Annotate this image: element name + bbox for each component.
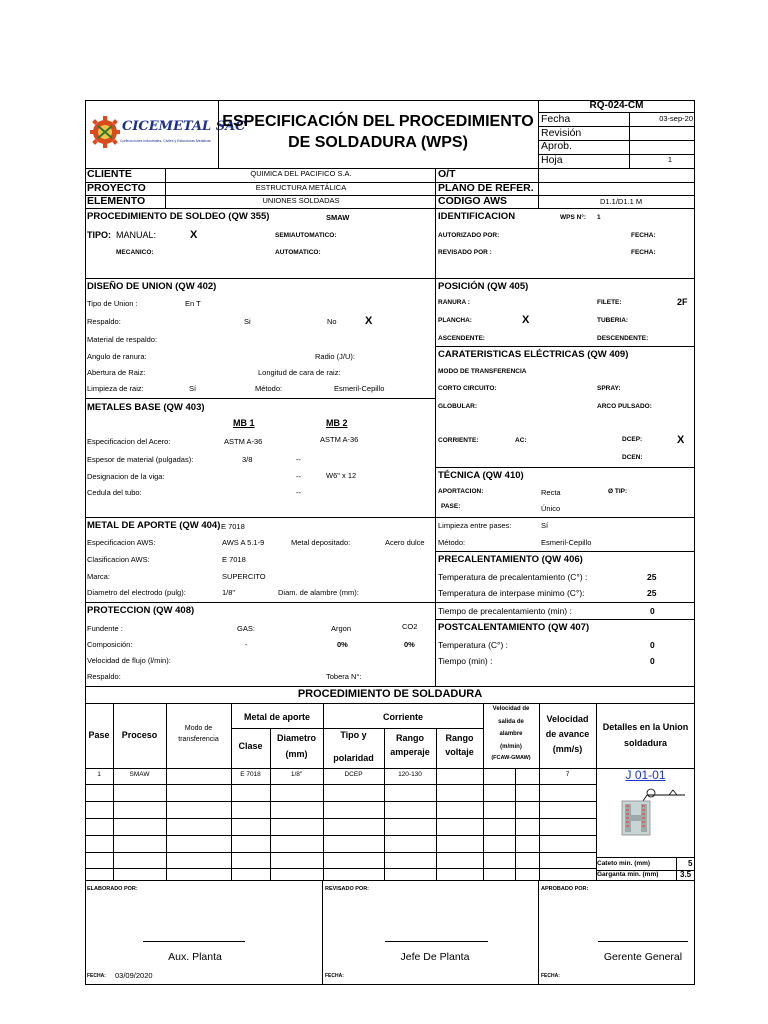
metal-aporte-title: METAL DE APORTE (QW 404) xyxy=(87,520,221,531)
document-title-line1: ESPECIFICACIÓN DEL PROCEDIMIENTO xyxy=(222,113,534,130)
dcep-label: DCEP: xyxy=(622,436,643,443)
elaborado-signature-line xyxy=(143,941,245,942)
col-tipo-line2: polaridad xyxy=(333,753,374,763)
col-vel-alambre-3: alambre xyxy=(499,731,523,737)
garganta-value: 3.5 xyxy=(680,870,692,879)
temp-precal-value: 25 xyxy=(647,572,657,582)
filete-value: 2F xyxy=(677,297,688,307)
abertura-raiz-label: Abertura de Raiz: xyxy=(87,368,146,377)
respaldo2-label: Respaldo: xyxy=(87,672,121,681)
metal-aporte-value: E 7018 xyxy=(221,522,245,531)
precalentamiento-title: PRECALENTAMIENTO (QW 406) xyxy=(438,554,583,565)
temp-interpase-value: 25 xyxy=(647,588,657,598)
limpieza-pases-label: Limpieza entre pases: xyxy=(438,521,512,530)
identificacion-title: IDENTIFICACION xyxy=(438,211,516,222)
plano-label: PLANO DE REFER. xyxy=(438,182,534,194)
aprob-label: Aprob. xyxy=(541,140,572,152)
tubo-mb1: -- xyxy=(296,488,301,497)
proyecto-label: PROYECTO xyxy=(87,182,146,194)
col-diametro-line2: (mm) xyxy=(285,749,308,759)
elemento-label: ELEMENTO xyxy=(87,195,146,207)
col-vel-alambre-2: salida de xyxy=(498,719,524,725)
postcalentamiento-title: POSTCALENTAMIENTO (QW 407) xyxy=(438,622,590,633)
espesor-mb2: -- xyxy=(296,455,301,464)
espec-aws-value: AWS A 5.1-9 xyxy=(222,538,265,547)
pase-label: PASE: xyxy=(441,503,461,510)
limpieza-raiz-label: Limpieza de raiz: xyxy=(87,384,144,393)
garganta-label: Garganta min. (mm) xyxy=(597,871,659,878)
wps-number-value: 1 xyxy=(597,214,601,221)
descendente-label: DESCENDENTE: xyxy=(597,335,649,342)
elaborado-role: Aux. Planta xyxy=(168,951,222,963)
autorizado-label: AUTORIZADO POR: xyxy=(438,232,500,239)
tiempo-precal-label: Tiempo de precalentamiento (min) : xyxy=(438,606,572,616)
elaborado-fecha-value: 03/09/2020 xyxy=(115,971,153,980)
longitud-cara-label: Longitud de cara de raiz: xyxy=(258,368,341,377)
espesor-mb1: 3/8 xyxy=(242,455,253,464)
temp-precal-label: Temperatura de precalentamiento (C°) : xyxy=(438,572,588,582)
globular-label: GLOBULAR: xyxy=(438,403,477,410)
tobera-label: Tobera N°: xyxy=(326,672,362,681)
cateto-label: Cateto min. (mm) xyxy=(597,860,651,867)
fundente-label: Fundente : xyxy=(87,624,123,633)
revisado-role: Jefe De Planta xyxy=(400,951,470,963)
diseno-union-title: DISEÑO DE UNION (QW 402) xyxy=(87,281,217,292)
tecnica-metodo-label: Método: xyxy=(438,538,466,547)
wps-number-label: WPS N°: xyxy=(560,214,587,221)
fecha-value: 03-sep-20 xyxy=(659,114,693,123)
espec-aws-label: Especificacion AWS: xyxy=(87,538,156,547)
respaldo-si-label: Si xyxy=(244,317,251,326)
elaborado-label: ELABORADO POR: xyxy=(87,886,138,892)
manual-mark: X xyxy=(190,229,198,241)
tubo-label: Cedula del tubo: xyxy=(87,488,142,497)
clasificacion-label: Clasificacion AWS: xyxy=(87,555,150,564)
col-detalles-2: soldadura xyxy=(623,738,667,748)
procedimiento-soldeo-value: SMAW xyxy=(326,213,350,222)
tipo-union-label: Tipo de Union : xyxy=(87,299,138,308)
col-vel-alambre-1: Velocidad de xyxy=(492,706,530,712)
diametro-alambre-label: Diam. de alambre (mm): xyxy=(278,588,359,597)
hoja-value: 1 xyxy=(667,155,673,164)
mecanico-label: MECANICO: xyxy=(116,249,154,256)
limpieza-pases-value: Sí xyxy=(541,521,549,530)
viga-mb2: W6" x 12 xyxy=(326,471,357,480)
gear-logo-icon xyxy=(90,114,120,152)
arco-pulsado-label: ARCO PULSADO: xyxy=(597,403,652,410)
espec-acero-mb1: ASTM A-36 xyxy=(224,437,263,446)
row1-avance: 7 xyxy=(565,771,570,778)
elaborado-fecha-label: FECHA: xyxy=(87,973,106,979)
document-title-line2: DE SOLDADURA (WPS) xyxy=(288,134,468,151)
velocidad-flujo-label: Velocidad de flujo (l/min): xyxy=(87,656,171,665)
aprobado-label: APROBADO POR: xyxy=(541,886,589,892)
viga-mb1: -- xyxy=(296,472,301,481)
pase-value: Único xyxy=(541,504,561,513)
col-modo-line1: Modo de xyxy=(184,725,213,732)
metal-depositado-label: Metal depositado: xyxy=(291,538,351,547)
col-amperaje-line2: amperaje xyxy=(390,747,430,757)
fillet-weld-joint-icon xyxy=(603,785,693,853)
dcen-label: DCEN: xyxy=(622,454,643,461)
mb2-header: MB 2 xyxy=(326,418,348,428)
tiempo-post-value: 0 xyxy=(650,656,655,666)
tecnica-title: TÉCNICA (QW 410) xyxy=(438,470,524,481)
revisado-fecha-label: FECHA: xyxy=(325,973,344,979)
diametro-electrodo-value: 1/8" xyxy=(222,588,236,597)
mb1-header: MB 1 xyxy=(233,418,255,428)
espec-acero-mb2: ASTM A-36 xyxy=(320,435,359,444)
autorizado-fecha-label: FECHA: xyxy=(631,232,656,239)
col-proceso: Proceso xyxy=(121,730,158,740)
filete-label: FILETE: xyxy=(597,299,622,306)
temp-interpase-label: Temperatura de interpase minimo (C°): xyxy=(438,588,585,598)
ac-label: AC: xyxy=(515,437,527,444)
aportacion-value: Recta xyxy=(541,488,561,497)
col-vel-avance-3: (mm/s) xyxy=(552,744,583,754)
marca-value: SUPERCITO xyxy=(222,572,266,581)
codigo-aws-label: CODIGO AWS xyxy=(438,195,508,207)
angulo-ranura-label: Angulo de ranura: xyxy=(87,352,147,361)
co2-label: CO2 xyxy=(402,622,418,631)
col-vel-alambre-5: (FCAW-GMAW) xyxy=(491,755,531,761)
tipo-label: TIPO: xyxy=(87,230,111,240)
col-voltaje-line2: voltaje xyxy=(445,747,474,757)
tuberia-label: TUBERIA: xyxy=(597,317,629,324)
respaldo-label: Respaldo: xyxy=(87,317,121,326)
fecha-label: Fecha xyxy=(541,113,571,125)
procedimiento-soldeo-title: PROCEDIMIENTO DE SOLDEO (QW 355) xyxy=(87,211,270,222)
row1-polaridad: DCEP xyxy=(344,771,363,778)
codigo-aws-value: D1.1/D1.1 M xyxy=(600,197,643,206)
metal-depositado-value: Acero dulce xyxy=(385,538,425,547)
ot-label: O/T xyxy=(438,168,456,180)
corto-circuito-label: CORTO CIRCUITO: xyxy=(438,385,497,392)
material-respaldo-label: Material de respaldo: xyxy=(87,335,158,344)
limpieza-raiz-value: Sí xyxy=(189,384,197,393)
respaldo-no-mark: X xyxy=(365,315,373,327)
row1-proceso: SMAW xyxy=(129,771,150,778)
ranura-label: RANURA : xyxy=(438,299,470,306)
document-code: RQ-024-CM xyxy=(589,100,644,111)
temp-post-value: 0 xyxy=(650,640,655,650)
joint-detail-link[interactable]: J 01-01 xyxy=(625,768,666,782)
plancha-mark: X xyxy=(522,314,530,326)
dcep-mark: X xyxy=(677,434,685,446)
temp-post-label: Temperatura (C°) : xyxy=(438,640,509,650)
electricas-title: CARATERISTICAS ELÉCTRICAS (QW 409) xyxy=(438,349,629,360)
spray-label: SPRAY: xyxy=(597,385,621,392)
radio-label: Radio (J/U): xyxy=(315,352,356,361)
metales-base-title: METALES BASE (QW 403) xyxy=(87,402,205,413)
col-clase: Clase xyxy=(238,741,263,751)
col-vel-avance-1: Velocidad xyxy=(546,714,589,724)
revisado-signature-line xyxy=(385,941,488,942)
company-logo xyxy=(90,110,246,155)
tiempo-precal-value: 0 xyxy=(650,606,655,616)
automatico-label: AUTOMATICO: xyxy=(275,249,321,256)
respaldo-no-label: No xyxy=(327,317,337,326)
col-corriente: Corriente xyxy=(382,712,423,722)
metodo-value: Esmeril-Cepillo xyxy=(334,384,385,393)
row1-diametro: 1/8" xyxy=(290,771,303,778)
gas-label: GAS: xyxy=(237,624,255,633)
proteccion-title: PROTECCION (QW 408) xyxy=(87,605,195,616)
composicion-gas: - xyxy=(245,640,248,649)
viga-label: Designacion de la viga: xyxy=(87,472,165,481)
proyecto-value: ESTRUCTURA METÁLICA xyxy=(255,183,347,192)
logo-subtitle: Contrucciones Industriales, Civiles y Estructuras Metálicas xyxy=(120,139,211,143)
col-vel-avance-2: de avance xyxy=(545,729,590,739)
revisado-por-label: REVISADO POR: xyxy=(325,886,370,892)
row1-pase: 1 xyxy=(97,771,101,778)
composicion-argon: 0% xyxy=(337,640,348,649)
manual-label: MANUAL: xyxy=(116,230,157,240)
elemento-value: UNIONES SOLDADAS xyxy=(262,196,340,205)
marca-label: Marca: xyxy=(87,572,110,581)
aprobado-signature-line xyxy=(598,941,688,942)
composicion-label: Composición: xyxy=(87,640,133,649)
posicion-title: POSICIÓN (QW 405) xyxy=(438,281,529,292)
espec-acero-label: Especificacion del Acero: xyxy=(87,437,171,446)
procedure-title: PROCEDIMIENTO DE SOLDADURA xyxy=(297,688,483,700)
corriente-label: CORRIENTE: xyxy=(438,437,479,444)
col-pase: Pase xyxy=(88,730,110,740)
col-voltaje-line1: Rango xyxy=(445,733,474,743)
cliente-label: CLIENTE xyxy=(87,168,132,180)
aprobado-role: Gerente General xyxy=(603,951,683,963)
col-vel-alambre-4: (m/min) xyxy=(500,744,522,750)
aportacion-label: APORTACION: xyxy=(438,488,484,495)
modo-transferencia-label: MODO DE TRANSFERENCIA xyxy=(438,368,527,375)
tiempo-post-label: Tiempo (min) : xyxy=(438,656,493,666)
col-modo-line2: transferencia xyxy=(178,736,219,743)
col-diametro-line1: Diametro xyxy=(276,733,316,743)
cliente-value: QUIMICA DEL PACIFICO S.A. xyxy=(250,169,352,178)
tecnica-metodo-value: Esmeril-Cepillo xyxy=(541,538,592,547)
ascendente-label: ASCENDENTE: xyxy=(438,335,485,342)
col-metal-aporte: Metal de aporte xyxy=(243,712,310,722)
argon-label: Argon xyxy=(331,624,352,633)
revisado-fecha-label: FECHA: xyxy=(631,249,656,256)
espesor-label: Espesor de material (pulgadas): xyxy=(87,455,194,464)
clasificacion-value: E 7018 xyxy=(222,555,246,564)
revision-label: Revisión xyxy=(541,127,582,139)
col-detalles-1: Detalles en la Union xyxy=(602,722,689,732)
composicion-co2: 0% xyxy=(404,640,415,649)
row1-clase: E 7018 xyxy=(240,771,261,778)
plancha-label: PLANCHA: xyxy=(438,317,472,324)
logo-text: CICEMETAL SAC xyxy=(122,119,246,134)
tipo-union-value: En T xyxy=(185,299,201,308)
diametro-electrodo-label: Diametro del electrodo (pulg): xyxy=(87,588,186,597)
col-amperaje-line1: Rango xyxy=(396,733,424,743)
hoja-label: Hoja xyxy=(541,154,563,166)
tip-label: Ø TIP: xyxy=(608,488,628,495)
metodo-label: Método: xyxy=(255,384,283,393)
aprobado-fecha-label: FECHA: xyxy=(541,973,560,979)
revisado-label: REVISADO POR : xyxy=(438,249,492,256)
cateto-value: 5 xyxy=(688,859,693,868)
col-tipo-line1: Tipo y xyxy=(340,730,367,740)
row1-amperaje: 120-130 xyxy=(398,771,422,778)
semiautomatico-label: SEMIAUTOMATICO: xyxy=(275,232,337,239)
